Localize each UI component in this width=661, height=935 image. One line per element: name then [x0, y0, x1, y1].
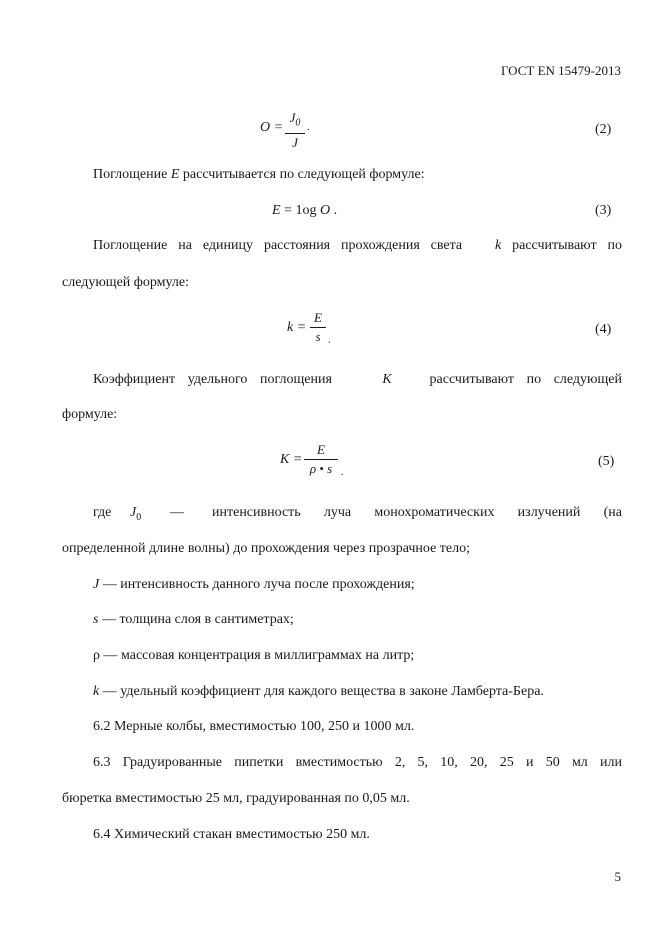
eq5-number: (5)	[598, 454, 615, 469]
eq2-fraction	[285, 110, 305, 151]
fraction-bar	[285, 133, 305, 134]
where-dash: —	[170, 505, 184, 520]
paragraph-coefficient-line1: Коэффициент удельного поглощения K рассчитывают по следующей	[93, 372, 622, 387]
item-6-3-line1: 6.3 Градуированные пипетки вместимостью 2, 5, 10, 20, 25 и 50 мл или	[93, 755, 622, 770]
eq5-lhs: K =	[280, 452, 303, 467]
eq3-formula: E = 1og O .	[272, 203, 338, 218]
eq4-numerator: E	[314, 310, 322, 325]
where-line2: определенной длине волны) до прохождения через прозрачное тело;	[62, 541, 471, 556]
definition-rho: ρ — массовая концентрация в миллиграммах на литр;	[93, 648, 415, 663]
eq4-lhs: k =	[287, 320, 307, 335]
definition-k: k — удельный коэффициент для каждого вещества в законе Ламберта-Бера.	[93, 684, 544, 699]
paragraph-absorption: Поглощение E рассчитывается по следующей формуле:	[93, 167, 425, 182]
paragraph-unit-absorption-line1: Поглощение на единицу расстояния прохождения света k рассчитывают по	[93, 238, 623, 253]
eq5-denominator: ρ • s	[309, 461, 333, 476]
eq5-tail: .	[341, 467, 344, 478]
where-variable: $J_0$	[130, 505, 142, 523]
eq2-number: (2)	[595, 122, 612, 137]
where-word: где	[93, 505, 112, 520]
item-6-4: 6.4 Химический стакан вместимостью 250 мл.	[93, 827, 370, 842]
fraction-bar	[304, 459, 338, 460]
eq5-numerator: E	[317, 442, 325, 457]
eq2-tail: .	[307, 122, 310, 133]
eq2-lhs: O =	[260, 120, 284, 135]
definition-s: s — толщина слоя в сантиметрах;	[93, 612, 294, 627]
paragraph-coefficient-line2: формуле:	[62, 407, 118, 422]
paragraph-unit-absorption-line2: следующей формуле:	[62, 275, 189, 290]
where-line1-text: интенсивность луча монохроматических излучений (на	[212, 505, 622, 520]
eq4-number: (4)	[595, 322, 612, 337]
eq2-numerator: $J_0$	[289, 110, 301, 129]
eq4-fraction	[310, 310, 326, 345]
eq2-denominator: J	[292, 134, 298, 150]
eq4-tail: .	[328, 335, 331, 346]
item-6-2: 6.2 Мерные колбы, вместимостью 100, 250 и 1000 мл.	[93, 719, 415, 734]
fraction-bar	[310, 327, 326, 328]
item-6-3-line2: бюретка вместимостью 25 мл, градуированная по 0,05 мл.	[62, 791, 410, 806]
eq3-number: (3)	[595, 203, 612, 218]
page-number: 5	[614, 869, 621, 884]
definition-J: J — интенсивность данного луча после прохождения;	[93, 577, 415, 592]
standard-header: ГОСТ EN 15479-2013	[500, 63, 621, 78]
eq5-fraction	[304, 442, 338, 477]
eq4-denominator: s	[315, 329, 321, 344]
